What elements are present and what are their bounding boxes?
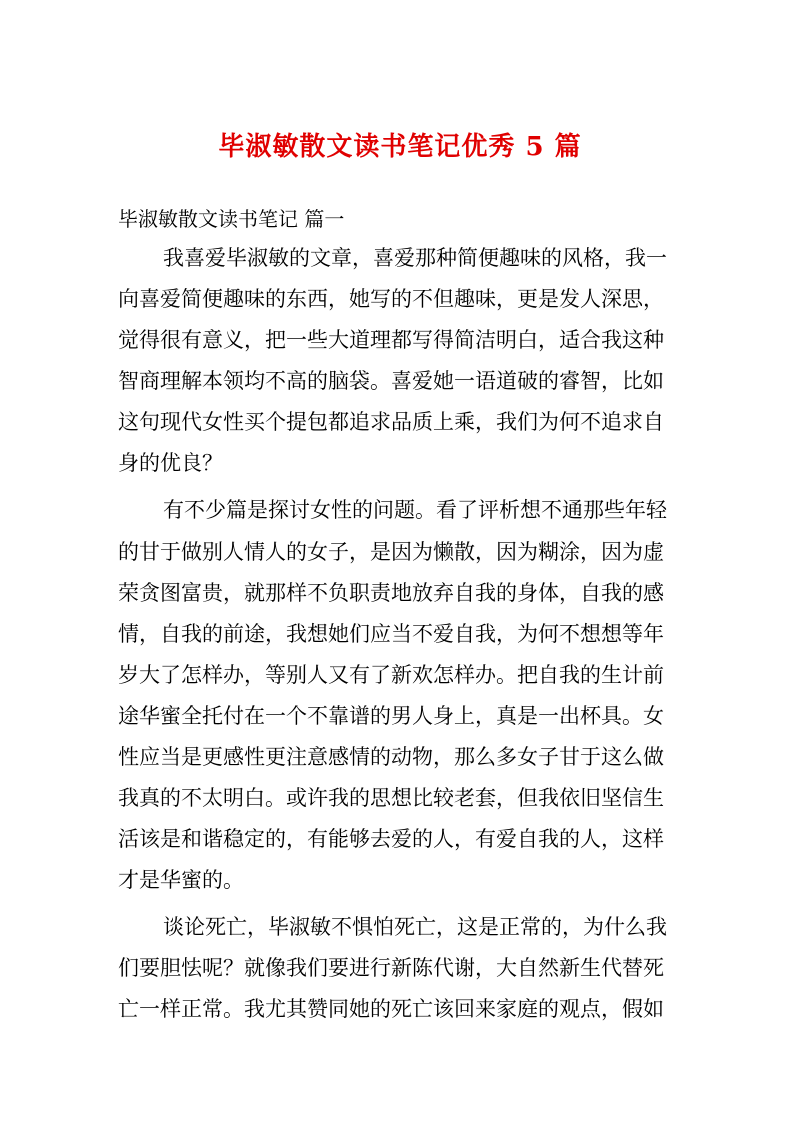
body-line: 身的优良？ xyxy=(118,451,223,475)
body-line: 性应当是更感性更注意感情的动物，那么多女子甘于这么做 xyxy=(118,745,664,769)
body-line: 谈论死亡，毕淑敏不惧怕死亡，这是正常的，为什么我 xyxy=(163,915,667,939)
body-line: 们要胆怯呢？就像我们要进行新陈代谢，大自然新生代替死 xyxy=(118,956,664,980)
body-line: 的甘于做别人情人的女子，是因为懒散，因为糊涂，因为虚 xyxy=(118,540,664,564)
body-line: 向喜爱简便趣味的东西，她写的不但趣味，更是发人深思， xyxy=(118,287,664,311)
body-line: 才是华蜜的。 xyxy=(118,868,244,892)
body-line: 活该是和谐稳定的，有能够去爱的人，有爱自我的人，这样 xyxy=(118,827,664,851)
body-line: 途华蜜全托付在一个不靠谱的男人身上，真是一出杯具。女 xyxy=(118,704,664,728)
body-line: 亡一样正常。我尤其赞同她的死亡该回来家庭的观点，假如 xyxy=(118,997,664,1021)
section-heading: 毕淑敏散文读书笔记 篇一 xyxy=(118,207,345,231)
body-line: 智商理解本领均不高的脑袋。喜爱她一语道破的睿智，比如 xyxy=(118,369,664,393)
body-line: 有不少篇是探讨女性的问题。看了评析想不通那些年轻 xyxy=(163,498,667,522)
body-line: 觉得很有意义，把一些大道理都写得简洁明白，适合我这种 xyxy=(118,328,664,352)
body-line: 岁大了怎样办，等别人又有了新欢怎样办。把自我的生计前 xyxy=(118,663,664,687)
body-line: 我喜爱毕淑敏的文章，喜爱那种简便趣味的风格，我一 xyxy=(163,246,667,270)
body-line: 这句现代女性买个提包都追求品质上乘，我们为何不追求自 xyxy=(118,410,664,434)
body-line: 我真的不太明白。或许我的思想比较老套，但我依旧坚信生 xyxy=(118,786,664,810)
body-line: 荣贪图富贵，就那样不负职责地放弃自我的身体，自我的感 xyxy=(118,581,664,605)
document-title: 毕淑敏散文读书笔记优秀 5 篇 xyxy=(218,132,582,162)
body-line: 情，自我的前途，我想她们应当不爱自我，为何不想想等年 xyxy=(118,622,664,646)
